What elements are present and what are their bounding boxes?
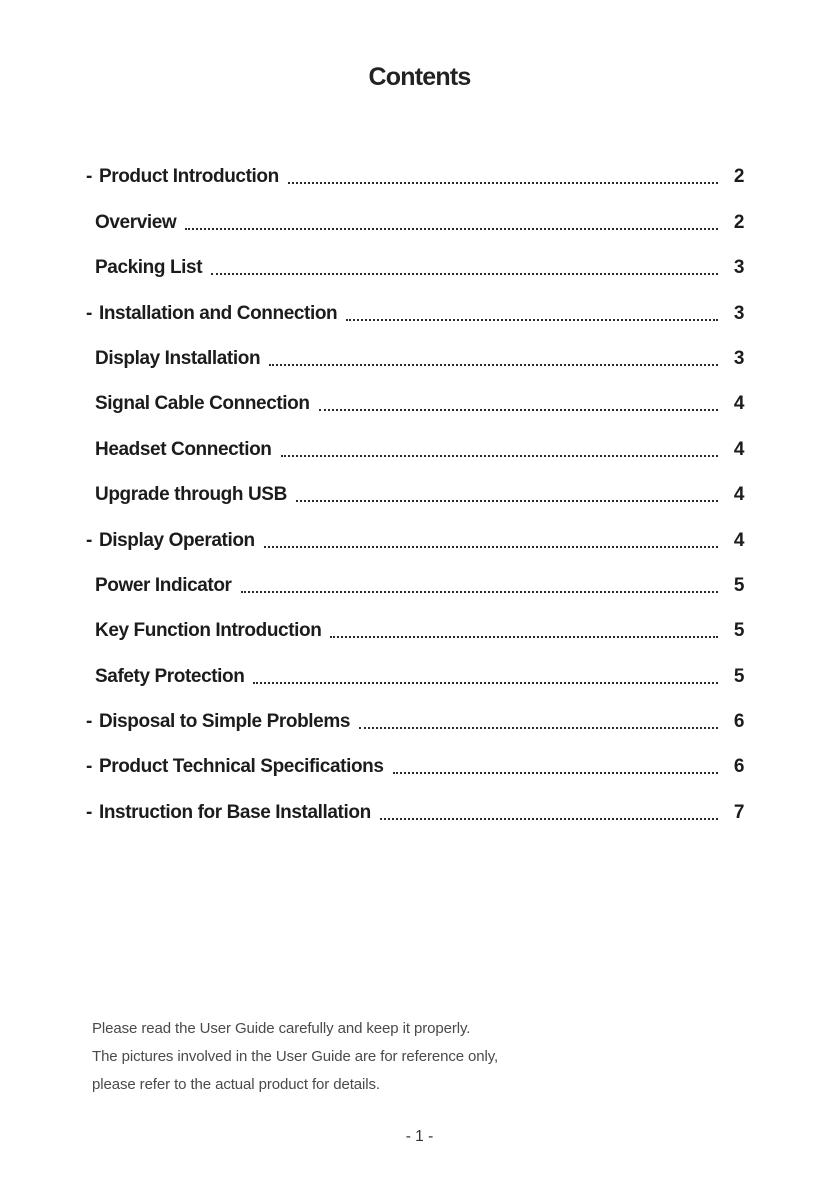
toc-entry-page: 5: [733, 665, 744, 687]
toc-entry-page: 3: [733, 302, 744, 324]
toc-entry-dash: -: [86, 711, 92, 733]
toc-entry-label: Safety Protection: [95, 665, 245, 687]
toc-entry-label: Instruction for Base Installation: [98, 801, 371, 823]
toc-entry: [86, 468, 744, 513]
toc-entry-label: Packing List: [95, 257, 203, 279]
toc-entry: [86, 604, 744, 649]
toc-leader-dots: [359, 727, 718, 729]
toc-entry-label: Display Operation: [98, 529, 255, 551]
toc-entry-dash: -: [86, 801, 92, 823]
toc-leader-dots: [253, 682, 718, 684]
toc-entry-label: Product Technical Specifications: [98, 756, 384, 778]
footer-note: [92, 1015, 498, 1099]
toc-entry-label: Headset Connection: [95, 438, 272, 460]
toc-leader-dots: [185, 228, 718, 230]
toc-entry-page: 6: [733, 756, 744, 778]
toc-entry-label: Power Indicator: [95, 574, 232, 596]
toc-entry-page: 2: [733, 211, 744, 233]
toc-entry-label: Disposal to Simple Problems: [98, 711, 350, 733]
toc-entry-label: Product Introduction: [98, 166, 279, 188]
toc-entry-page: 4: [733, 484, 744, 506]
toc-entry-page: 2: [733, 166, 744, 188]
toc-entry: [86, 785, 744, 830]
footer-note-line: please refer to the actual product for details.: [92, 1076, 380, 1093]
toc-leader-dots: [241, 591, 718, 593]
toc-entry-dash: -: [86, 302, 92, 324]
toc-entry-dash: -: [86, 166, 92, 188]
toc-entry-page: 4: [733, 393, 744, 415]
toc-entry-label: Signal Cable Connection: [95, 393, 310, 415]
toc-entry-label: Overview: [95, 211, 177, 233]
toc-entry: [86, 286, 744, 331]
footer-note-line: Please read the User Guide carefully and keep it properly.: [92, 1020, 471, 1037]
page-number: - 1 -: [405, 1128, 434, 1145]
toc-leader-dots: [330, 636, 718, 638]
footer-note-line: The pictures involved in the User Guide are for reference only,: [92, 1048, 499, 1065]
toc-entry: [86, 513, 744, 558]
toc-leader-dots: [269, 364, 718, 366]
toc-entry: [86, 695, 744, 740]
toc-entry: [86, 559, 744, 604]
toc-leader-dots: [296, 500, 718, 502]
toc-entry-dash: -: [86, 529, 92, 551]
toc-entry-page: 6: [733, 711, 744, 733]
toc-leader-dots: [393, 772, 718, 774]
toc-entry-page: 3: [733, 347, 744, 369]
toc-leader-dots: [211, 273, 718, 275]
toc-entry-dash: -: [86, 756, 92, 778]
toc-entry: [86, 195, 744, 240]
toc-entry-page: 4: [733, 529, 744, 551]
toc-entry-label: Upgrade through USB: [95, 484, 287, 506]
toc-leader-dots: [288, 182, 718, 184]
toc-list: [86, 150, 744, 831]
toc-entry-page: 4: [733, 438, 744, 460]
toc-entry: [86, 332, 744, 377]
toc-entry-page: 3: [733, 257, 744, 279]
toc-entry: [86, 649, 744, 694]
toc-entry: [86, 740, 744, 785]
toc-entry-label: Installation and Connection: [98, 302, 338, 324]
toc-entry: [86, 422, 744, 467]
toc-leader-dots: [264, 546, 718, 548]
toc-entry: [86, 377, 744, 422]
toc-leader-dots: [346, 319, 718, 321]
toc-leader-dots: [380, 818, 718, 820]
toc-entry-page: 5: [733, 620, 744, 642]
toc-entry: [86, 150, 744, 195]
toc-entry-page: 5: [733, 574, 744, 596]
toc-leader-dots: [281, 455, 719, 457]
toc-entry-label: Display Installation: [95, 347, 261, 369]
toc-leader-dots: [319, 409, 718, 411]
page-title: Contents: [368, 63, 471, 91]
toc-entry: [86, 241, 744, 286]
toc-entry-label: Key Function Introduction: [95, 620, 322, 642]
toc-entry-page: 7: [733, 801, 744, 823]
